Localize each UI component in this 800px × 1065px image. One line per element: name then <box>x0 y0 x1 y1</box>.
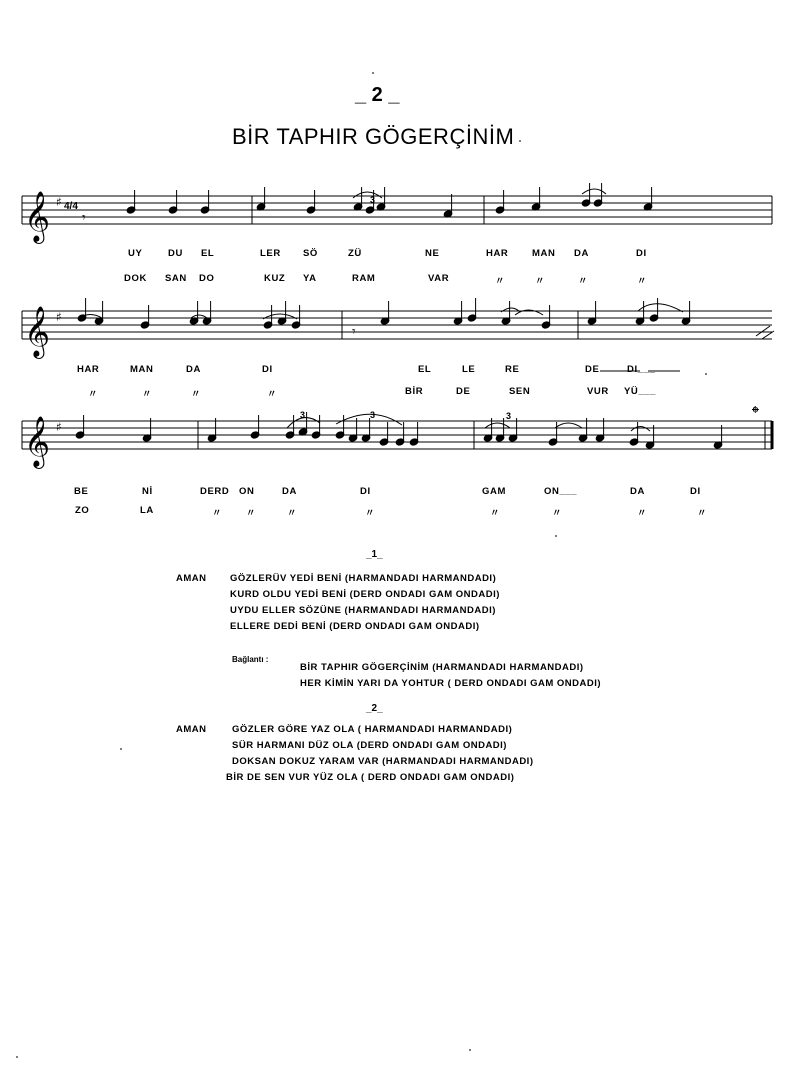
lyric: 〃 <box>552 508 563 519</box>
lyric: BİR <box>405 386 424 397</box>
lyric: RAM <box>352 273 376 284</box>
refrain-line: HER KİMİN YARI DA YOHTUR ( DERD ONDADI GAM ONDADI) <box>300 678 602 689</box>
lyric: 〃 <box>697 508 708 519</box>
lyric: RE <box>505 364 520 375</box>
verse-line: DOKSAN DOKUZ YARAM VAR (HARMANDADI HARMANDADI) <box>232 756 534 767</box>
verse-line: UYDU ELLER SÖZÜNE (HARMANDADI HARMANDADI) <box>230 605 496 616</box>
lyric: DA <box>186 364 201 375</box>
lyric: 〃 <box>637 276 648 287</box>
verse-line: ELLERE DEDİ BENİ (DERD ONDADI GAM ONDADI) <box>230 621 480 632</box>
lyric: DI <box>636 248 647 259</box>
verse-line: SÜR HARMANI DÜZ OLA (DERD ONDADI GAM ONDADI) <box>232 740 507 751</box>
svg-text:𝄾: 𝄾 <box>82 210 86 226</box>
lyric: Nİ <box>142 486 153 497</box>
triplet-mark: 3 <box>370 195 376 205</box>
lyric: NE <box>425 248 440 259</box>
lyric: MAN <box>532 248 556 259</box>
svg-text:♯: ♯ <box>56 420 62 434</box>
lyric: ON <box>239 486 255 497</box>
lyric: SÖ <box>303 248 318 259</box>
coda-icon: 𝄌 <box>752 401 759 425</box>
lyric: ON___ <box>544 486 578 497</box>
lyric: 〃 <box>490 508 501 519</box>
lyric: DA <box>282 486 297 497</box>
lyric: 〃 <box>535 276 546 287</box>
lyric: VUR <box>587 386 609 397</box>
lyric: LE <box>462 364 476 375</box>
lyric: 〃 <box>246 508 257 519</box>
lyric: DERD <box>200 486 230 497</box>
lyric: EL <box>201 248 215 259</box>
verse-1-header: _1_ <box>366 549 383 560</box>
lyric: DI___ <box>627 364 656 375</box>
verse-2-lead: AMAN <box>176 724 207 735</box>
lyric: DE <box>585 364 600 375</box>
refrain-label: Bağlantı : <box>232 655 269 664</box>
lyric: YA <box>303 273 317 284</box>
lyric: UY <box>128 248 143 259</box>
song-title: BİR TAPHIR GÖGERÇİNİM <box>232 124 515 149</box>
lyric: DE <box>456 386 471 397</box>
svg-text:𝄾: 𝄾 <box>352 324 356 340</box>
lyric: DI <box>360 486 371 497</box>
triplet-mark: 3 <box>370 410 376 420</box>
lyric: DOK <box>124 273 147 284</box>
lyric: DI <box>690 486 701 497</box>
lyric: SAN <box>165 273 187 284</box>
lyric: 〃 <box>88 389 99 400</box>
lyric: 〃 <box>495 276 506 287</box>
verse-line: KURD OLDU YEDİ BENİ (DERD ONDADI GAM ONDADI) <box>230 589 500 600</box>
lyric: 〃 <box>637 508 648 519</box>
lyric: GAM <box>482 486 506 497</box>
verse-line: BİR DE SEN VUR YÜZ OLA ( DERD ONDADI GAM ONDADI) <box>226 772 515 783</box>
triplet-mark: 3 <box>506 411 512 421</box>
lyric: DI <box>262 364 273 375</box>
treble-clef-icon: 𝄞 <box>24 306 51 357</box>
lyric: ZÜ <box>348 248 362 259</box>
lyric: SEN <box>509 386 531 397</box>
lyric: LA <box>140 505 154 516</box>
lyric: DA <box>630 486 645 497</box>
lyric: DA <box>574 248 589 259</box>
lyric: EL <box>418 364 432 375</box>
lyric: DU <box>168 248 183 259</box>
lyric: LER <box>260 248 281 259</box>
lyric: YÜ___ <box>624 386 657 397</box>
lyric: 〃 <box>212 508 223 519</box>
page-number: _ 2 _ <box>355 84 400 106</box>
verse-2-header: _2_ <box>366 703 383 714</box>
lyric: ZO <box>75 505 90 516</box>
lyric: KUZ <box>264 273 286 284</box>
lyric: 〃 <box>142 389 153 400</box>
verse-line: GÖZLERÜV YEDİ BENİ (HARMANDADI HARMANDADI) <box>230 573 497 584</box>
lyric: 〃 <box>287 508 298 519</box>
lyric: HAR <box>77 364 100 375</box>
lyric: 〃 <box>191 389 202 400</box>
lyric: HAR <box>486 248 509 259</box>
refrain-line: BİR TAPHIR GÖGERÇİNİM (HARMANDADI HARMANDADI) <box>300 662 584 673</box>
lyric: 〃 <box>578 276 589 287</box>
lyric: DO <box>199 273 215 284</box>
lyric: BE <box>74 486 89 497</box>
lyric: MAN <box>130 364 154 375</box>
lyric: 〃 <box>365 508 376 519</box>
lyric: 〃 <box>267 389 278 400</box>
treble-clef-icon: 𝄞 <box>24 191 51 242</box>
treble-clef-icon: 𝄞 <box>24 416 51 467</box>
svg-text:♯: ♯ <box>56 310 62 324</box>
triplet-mark: 3 <box>300 410 306 420</box>
staff-2-lines <box>22 311 772 339</box>
time-sig-top: 4/4 <box>64 201 78 212</box>
verse-line: GÖZLER GÖRE YAZ OLA ( HARMANDADI HARMANDADI) <box>232 724 513 735</box>
svg-text:♯: ♯ <box>56 195 62 209</box>
verse-1-lead: AMAN <box>176 573 207 584</box>
lyric: VAR <box>428 273 450 284</box>
